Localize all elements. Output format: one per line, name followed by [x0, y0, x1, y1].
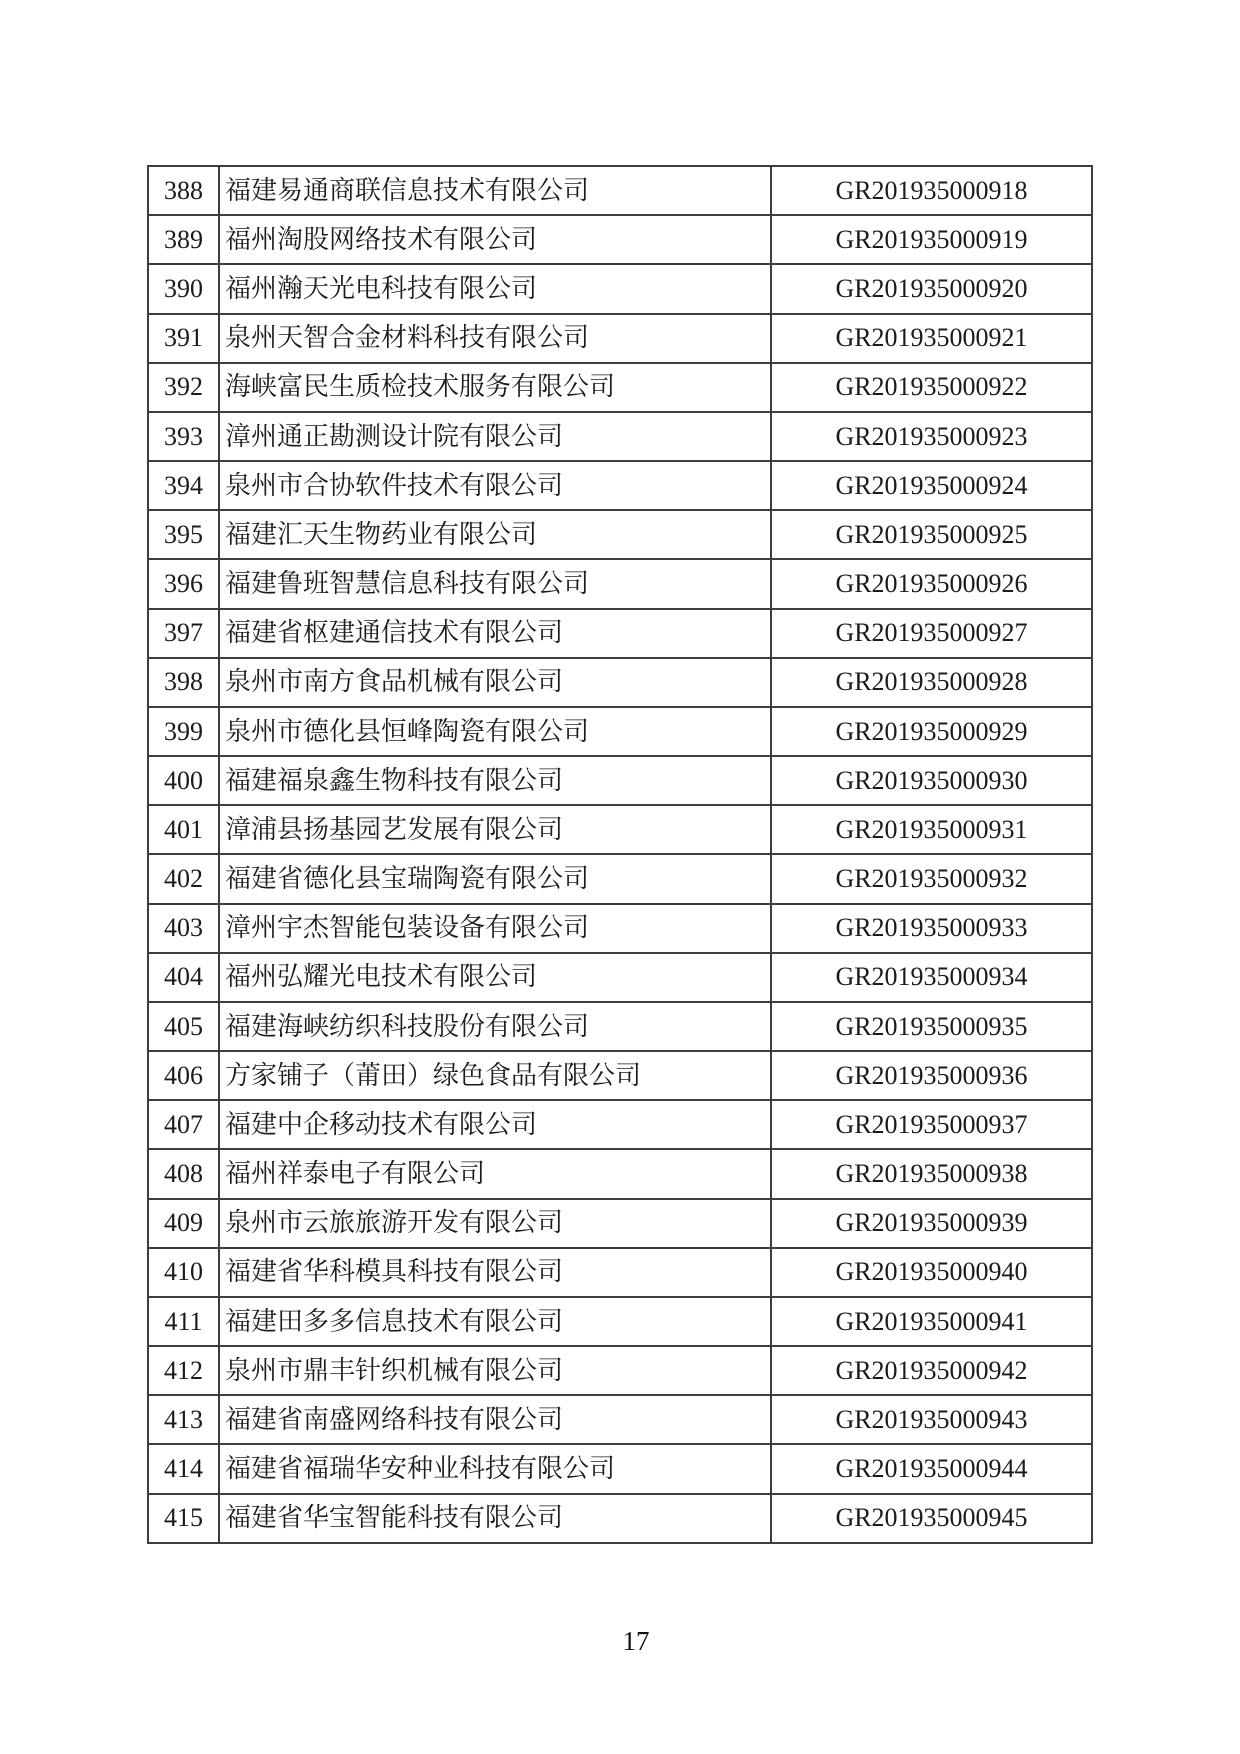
table-row	[148, 215, 1092, 264]
table-row	[148, 1100, 1092, 1149]
row-number-cell: 412	[148, 1346, 219, 1395]
company-name-cell: 泉州市云旅旅游开发有限公司	[219, 1199, 771, 1248]
company-name-cell: 漳浦县扬基园艺发展有限公司	[219, 805, 771, 854]
company-name-cell: 福建省枢建通信技术有限公司	[219, 609, 771, 658]
company-name-cell: 海峡富民生质检技术服务有限公司	[219, 363, 771, 412]
table-row	[148, 953, 1092, 1002]
company-name-cell: 泉州市南方食品机械有限公司	[219, 658, 771, 707]
company-name-cell: 泉州天智合金材料科技有限公司	[219, 314, 771, 363]
company-name-cell: 泉州市鼎丰针织机械有限公司	[219, 1346, 771, 1395]
company-name-cell: 福建福泉鑫生物科技有限公司	[219, 756, 771, 805]
company-table-body	[148, 166, 1092, 1543]
company-name-cell: 福建田多多信息技术有限公司	[219, 1297, 771, 1346]
row-number-cell: 415	[148, 1494, 219, 1543]
row-number-cell: 392	[148, 363, 219, 412]
row-number-cell: 409	[148, 1199, 219, 1248]
table-row	[148, 559, 1092, 608]
table-row	[148, 1297, 1092, 1346]
company-name-cell: 福建易通商联信息技术有限公司	[219, 166, 771, 215]
company-name-cell: 福建中企移动技术有限公司	[219, 1100, 771, 1149]
row-number-cell: 408	[148, 1149, 219, 1198]
row-number-cell: 406	[148, 1051, 219, 1100]
company-name-cell: 福建省华科模具科技有限公司	[219, 1248, 771, 1297]
table-row	[148, 1248, 1092, 1297]
row-number-cell: 411	[148, 1297, 219, 1346]
company-name-cell: 福建鲁班智慧信息科技有限公司	[219, 559, 771, 608]
table-row	[148, 1395, 1092, 1444]
table-row	[148, 904, 1092, 953]
company-name-cell: 福州瀚天光电科技有限公司	[219, 264, 771, 313]
row-number-cell: 396	[148, 559, 219, 608]
registration-code-cell: GR201935000926	[771, 559, 1092, 608]
row-number-cell: 395	[148, 510, 219, 559]
row-number-cell: 394	[148, 461, 219, 510]
registration-code-cell: GR201935000932	[771, 854, 1092, 903]
row-number-cell: 405	[148, 1002, 219, 1051]
registration-code-cell: GR201935000933	[771, 904, 1092, 953]
table-row	[148, 756, 1092, 805]
registration-code-cell: GR201935000937	[771, 1100, 1092, 1149]
company-registration-table	[147, 165, 1093, 1544]
row-number-cell: 402	[148, 854, 219, 903]
company-name-cell: 福建汇天生物药业有限公司	[219, 510, 771, 559]
registration-code-cell: GR201935000945	[771, 1494, 1092, 1543]
table-row	[148, 658, 1092, 707]
registration-code-cell: GR201935000928	[771, 658, 1092, 707]
company-name-cell: 福建省南盛网络科技有限公司	[219, 1395, 771, 1444]
table-row	[148, 1002, 1092, 1051]
row-number-cell: 397	[148, 609, 219, 658]
registration-code-cell: GR201935000942	[771, 1346, 1092, 1395]
company-name-cell: 福州祥泰电子有限公司	[219, 1149, 771, 1198]
registration-code-cell: GR201935000931	[771, 805, 1092, 854]
row-number-cell: 398	[148, 658, 219, 707]
registration-code-cell: GR201935000925	[771, 510, 1092, 559]
row-number-cell: 407	[148, 1100, 219, 1149]
row-number-cell: 400	[148, 756, 219, 805]
registration-code-cell: GR201935000920	[771, 264, 1092, 313]
registration-code-cell: GR201935000921	[771, 314, 1092, 363]
row-number-cell: 399	[148, 707, 219, 756]
row-number-cell: 404	[148, 953, 219, 1002]
row-number-cell: 414	[148, 1444, 219, 1493]
registration-code-cell: GR201935000930	[771, 756, 1092, 805]
registration-code-cell: GR201935000940	[771, 1248, 1092, 1297]
registration-code-cell: GR201935000919	[771, 215, 1092, 264]
table-row	[148, 510, 1092, 559]
company-name-cell: 福建省华宝智能科技有限公司	[219, 1494, 771, 1543]
table-row	[148, 166, 1092, 215]
table-row	[148, 854, 1092, 903]
row-number-cell: 403	[148, 904, 219, 953]
row-number-cell: 390	[148, 264, 219, 313]
company-name-cell: 福州淘股网络技术有限公司	[219, 215, 771, 264]
company-name-cell: 福建海峡纺织科技股份有限公司	[219, 1002, 771, 1051]
table-row	[148, 363, 1092, 412]
row-number-cell: 388	[148, 166, 219, 215]
company-name-cell: 福州弘耀光电技术有限公司	[219, 953, 771, 1002]
table-row	[148, 1051, 1092, 1100]
registration-code-cell: GR201935000923	[771, 412, 1092, 461]
registration-code-cell: GR201935000927	[771, 609, 1092, 658]
registration-code-cell: GR201935000944	[771, 1444, 1092, 1493]
company-name-cell: 泉州市德化县恒峰陶瓷有限公司	[219, 707, 771, 756]
registration-code-cell: GR201935000936	[771, 1051, 1092, 1100]
registration-code-cell: GR201935000943	[771, 1395, 1092, 1444]
page-number: 17	[622, 1626, 650, 1656]
row-number-cell: 391	[148, 314, 219, 363]
registration-code-cell: GR201935000935	[771, 1002, 1092, 1051]
registration-code-cell: GR201935000941	[771, 1297, 1092, 1346]
row-number-cell: 413	[148, 1395, 219, 1444]
row-number-cell: 410	[148, 1248, 219, 1297]
table-row	[148, 412, 1092, 461]
registration-code-cell: GR201935000934	[771, 953, 1092, 1002]
registration-code-cell: GR201935000922	[771, 363, 1092, 412]
table-row	[148, 1199, 1092, 1248]
table-row	[148, 264, 1092, 313]
company-name-cell: 漳州宇杰智能包装设备有限公司	[219, 904, 771, 953]
registration-code-cell: GR201935000939	[771, 1199, 1092, 1248]
table-row	[148, 1149, 1092, 1198]
row-number-cell: 401	[148, 805, 219, 854]
row-number-cell: 389	[148, 215, 219, 264]
table-row	[148, 1444, 1092, 1493]
row-number-cell: 393	[148, 412, 219, 461]
registration-code-cell: GR201935000938	[771, 1149, 1092, 1198]
company-name-cell: 福建省福瑞华安种业科技有限公司	[219, 1444, 771, 1493]
company-name-cell: 漳州通正勘测设计院有限公司	[219, 412, 771, 461]
registration-code-cell: GR201935000929	[771, 707, 1092, 756]
table-row	[148, 1346, 1092, 1395]
company-name-cell: 泉州市合协软件技术有限公司	[219, 461, 771, 510]
table-row	[148, 461, 1092, 510]
registration-code-cell: GR201935000924	[771, 461, 1092, 510]
registration-code-cell: GR201935000918	[771, 166, 1092, 215]
table-row	[148, 609, 1092, 658]
company-name-cell: 福建省德化县宝瑞陶瓷有限公司	[219, 854, 771, 903]
table-row	[148, 1494, 1092, 1543]
table-row	[148, 314, 1092, 363]
table-row	[148, 707, 1092, 756]
company-name-cell: 方家铺子（莆田）绿色食品有限公司	[219, 1051, 771, 1100]
table-row	[148, 805, 1092, 854]
